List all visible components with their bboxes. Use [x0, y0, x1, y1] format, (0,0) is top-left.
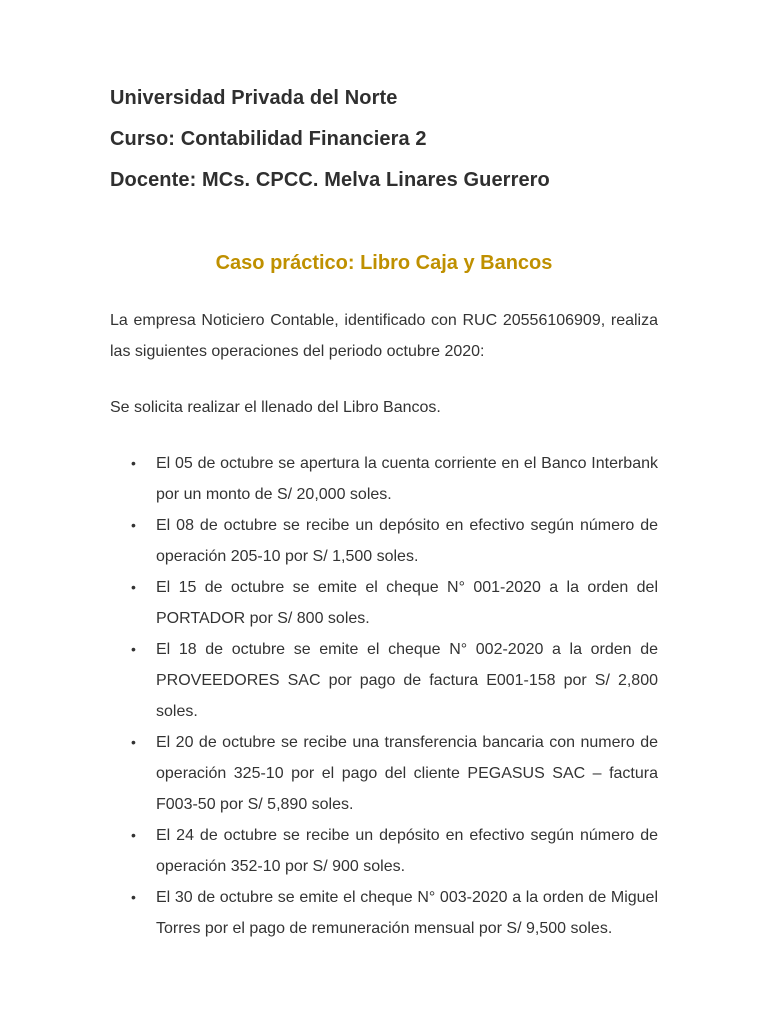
list-item — [110, 820, 658, 882]
intro-paragraph: La empresa Noticiero Contable, identificado con RUC 20556106909, realiza las siguientes operaciones del periodo octubre 2020: — [110, 312, 658, 360]
operation-text: El 30 de octubre se emite el cheque N° 003-2020 a la orden de Miguel Torres por el pago de remuneración mensual por S/ 9,500 soles. — [156, 889, 658, 937]
list-item — [110, 727, 658, 820]
bullet-icon: • — [131, 889, 136, 905]
university-heading: Universidad Privada del Norte — [110, 87, 398, 109]
bullet-icon: • — [131, 641, 136, 657]
request-paragraph: Se solicita realizar el llenado del Libro Bancos. — [110, 399, 441, 416]
operation-text: El 15 de octubre se emite el cheque N° 001-2020 a la orden del PORTADOR por S/ 800 soles. — [156, 579, 658, 627]
operation-text: El 08 de octubre se recibe un depósito en efectivo según número de operación 205-10 por S/ 1,500 soles. — [156, 517, 658, 565]
list-item — [110, 634, 658, 727]
bullet-icon: • — [131, 517, 136, 533]
course-heading: Curso: Contabilidad Financiera 2 — [110, 128, 427, 150]
operation-text: El 24 de octubre se recibe un depósito en efectivo según número de operación 352-10 por S/ 900 soles. — [156, 827, 658, 875]
list-item — [110, 882, 658, 944]
operations-list — [110, 448, 658, 944]
operation-text: El 18 de octubre se emite el cheque N° 002-2020 a la orden de PROVEEDORES SAC por pago de factura E001-158 por S/ 2,800 soles. — [156, 641, 658, 720]
teacher-heading: Docente: MCs. CPCC. Melva Linares Guerrero — [110, 169, 550, 191]
bullet-icon: • — [131, 455, 136, 471]
operation-text: El 20 de octubre se recibe una transferencia bancaria con numero de operación 325-10 por el pago del cliente PEGASUS SAC – factura F003-50 por S/ 5,890 soles. — [156, 734, 658, 813]
list-item — [110, 448, 658, 510]
case-title: Caso práctico: Libro Caja y Bancos — [215, 252, 553, 274]
bullet-icon: • — [131, 579, 136, 595]
bullet-icon: • — [131, 734, 136, 750]
bullet-icon: • — [131, 827, 136, 843]
operation-text: El 05 de octubre se apertura la cuenta corriente en el Banco Interbank por un monto de S/ 20,000 soles. — [156, 455, 658, 503]
list-item — [110, 572, 658, 634]
list-item — [110, 510, 658, 572]
